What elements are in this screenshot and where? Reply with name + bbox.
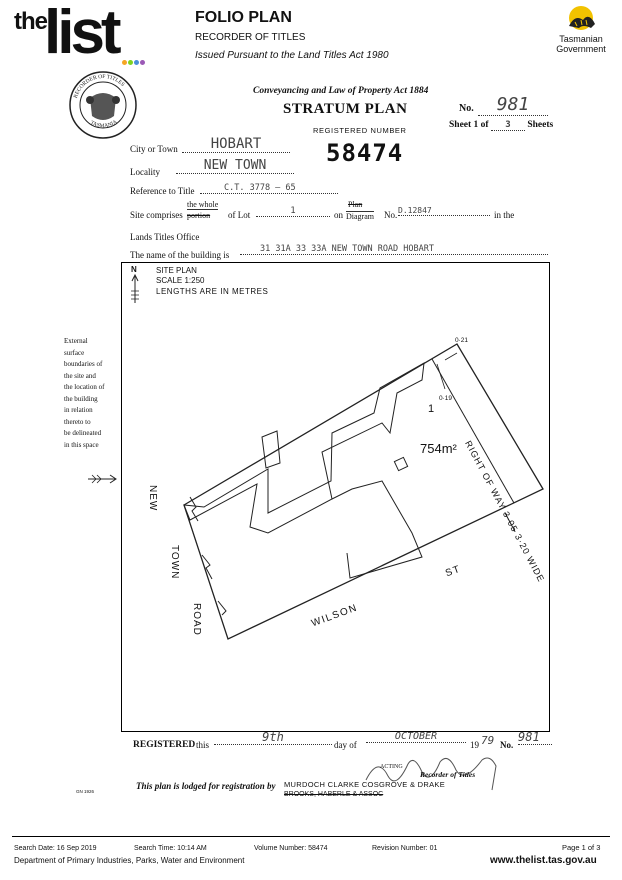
- road-new: NEW: [147, 485, 158, 512]
- gov-line1: Tasmanian: [559, 34, 603, 44]
- building-name-label: The name of the building is: [130, 250, 230, 260]
- row-line1: RIGHT OF WAY: [463, 439, 508, 512]
- dim-019: 0·19: [439, 395, 453, 402]
- portion-option: portion: [187, 211, 211, 220]
- registered-day: 9th: [214, 730, 332, 745]
- margin-note-line: boundaries of: [64, 360, 103, 368]
- registered-year-prefix: 19: [470, 740, 479, 750]
- lands-titles-office: Lands Titles Office: [130, 232, 200, 242]
- margin-note-line: surface: [64, 348, 85, 357]
- margin-arrow-icon: [88, 474, 118, 484]
- lodged-by-struck: BROOKS, HABERLE & ASSOC: [284, 791, 384, 798]
- reference-label: Reference to Title: [130, 186, 195, 196]
- tasmanian-government-logo: [548, 4, 614, 64]
- locality-value: NEW TOWN: [176, 158, 294, 174]
- city-label: City or Town: [130, 144, 178, 154]
- recorder-of-titles-seal: [68, 70, 138, 140]
- recorder-label: Recorder of Titles: [420, 770, 476, 779]
- in-the-label: in the: [494, 210, 515, 220]
- footer-rule: [12, 836, 610, 837]
- site-comprises-label: Site comprises: [130, 210, 183, 220]
- lodged-by-value: MURDOCH CLARKE COSGROVE & DRAKE: [284, 780, 445, 789]
- registered-number-label: REGISTERED NUMBER: [313, 126, 407, 135]
- margin-note-line: be delineated: [64, 429, 102, 437]
- site-plan-box: [121, 262, 550, 732]
- row-value: 3·20: [512, 532, 532, 557]
- diagram-no-label: No.: [384, 210, 398, 220]
- folio-issued: Issued Pursuant to the Land Titles Act 1980: [195, 50, 389, 61]
- registered-label: REGISTERED: [133, 740, 196, 750]
- registered-year: 79: [481, 734, 495, 747]
- margin-note-line: the site and: [64, 371, 96, 380]
- margin-note-line: thereto to: [64, 417, 91, 426]
- footer-website[interactable]: www.thelist.tas.gov.au: [490, 855, 597, 866]
- svg-text:TASMANIA: [89, 119, 118, 129]
- logo-the-text: the: [14, 8, 47, 35]
- seal-top-text: RECORDER OF TITLES: [72, 73, 126, 99]
- plan-no-label: No.: [459, 103, 474, 114]
- registered-no-label: No.: [500, 740, 514, 750]
- dim-021: 0·21: [455, 337, 469, 344]
- footer-search-date: Search Date: 16 Sep 2019: [14, 845, 97, 852]
- lot-value: 1: [256, 206, 330, 217]
- reference-value: C.T. 3778 — 65: [200, 183, 338, 194]
- tasmanian-tiger-icon: [561, 4, 601, 34]
- plan-no-value: 981: [478, 94, 548, 116]
- on-label: on: [334, 210, 343, 220]
- footer-volume: Volume Number: 58474: [254, 845, 328, 852]
- north-arrow-icon: [131, 275, 139, 303]
- of-lot-label: of Lot: [228, 210, 251, 220]
- right-of-way-line: [432, 359, 514, 503]
- folio-title: FOLIO PLAN: [195, 9, 292, 26]
- lot-area: 754m²: [420, 441, 457, 456]
- sheet-label: [449, 120, 553, 131]
- margin-note: [64, 336, 124, 451]
- seal-bottom-text: TASMANIA: [89, 119, 119, 130]
- lodged-by-label: This plan is lodged for registration by: [136, 781, 276, 791]
- site-plan-lengths: LENGTHS ARE IN METRES: [156, 287, 269, 296]
- sheets-label: Sheets: [527, 120, 554, 130]
- north-label: N: [131, 265, 137, 274]
- margin-note-line: in this space: [64, 440, 99, 449]
- logo-dots: [122, 52, 146, 70]
- registered-month: OCTOBER: [366, 731, 466, 743]
- registered-this: this: [196, 740, 210, 750]
- site-plan-title: SITE PLAN: [156, 266, 197, 275]
- building-outline: [184, 363, 424, 533]
- margin-note-line: the location of: [64, 383, 105, 391]
- site-plan-scale: SCALE 1:250: [156, 276, 205, 285]
- locality-label: Locality: [130, 167, 160, 177]
- margin-note-line: in relation: [64, 406, 93, 414]
- form-code: GN 1926: [76, 789, 95, 794]
- thelist-logo: [14, 0, 154, 67]
- plan-option: Plan: [348, 200, 363, 209]
- diagram-option: Diagram: [346, 212, 374, 221]
- registered-number: 58474: [326, 139, 404, 167]
- lot-number: 1: [428, 403, 435, 415]
- road-road: ROAD: [191, 603, 202, 636]
- logo-dot: [140, 60, 145, 65]
- street-wilson: WILSON: [310, 602, 360, 630]
- gov-line2: Government: [556, 44, 606, 54]
- row-struck: 3·05: [500, 509, 520, 534]
- street-st: ST: [444, 563, 463, 580]
- footer-search-time: Search Time: 10:14 AM: [134, 845, 207, 852]
- footer-department: Department of Primary Industries, Parks, Water and Environment: [14, 856, 245, 865]
- footer-page: Page 1 of 3: [562, 843, 601, 852]
- road-town: TOWN: [169, 545, 180, 580]
- registered-day-of: day of: [334, 740, 357, 750]
- the-whole-option: the whole: [187, 200, 219, 209]
- acting-label: ACTING: [380, 764, 403, 770]
- registered-no-value: 981: [518, 730, 552, 745]
- logo-list-text: list: [44, 0, 118, 67]
- city-value: HOBART: [182, 136, 290, 153]
- act-title: Conveyancing and Law of Property Act 1884: [253, 86, 429, 96]
- site-plan-drawing: [122, 263, 549, 731]
- logo-dot: [128, 60, 133, 65]
- folio-subtitle: RECORDER OF TITLES: [195, 32, 306, 43]
- building-name-value: 31 31A 33 33A NEW TOWN ROAD HOBART: [240, 244, 548, 255]
- logo-dot: [122, 60, 127, 65]
- diagram-no-value: D.12847: [398, 206, 490, 216]
- sheet-total: 3: [491, 120, 525, 131]
- footer-revision: Revision Number: 01: [372, 845, 438, 852]
- margin-note-line: the building: [64, 394, 98, 403]
- row-line3: WIDE: [524, 554, 547, 584]
- logo-dot: [134, 60, 139, 65]
- stratum-plan-heading: STRATUM PLAN: [283, 101, 408, 117]
- margin-note-line: External: [64, 337, 88, 345]
- sheet-of-label: Sheet 1 of: [449, 120, 489, 130]
